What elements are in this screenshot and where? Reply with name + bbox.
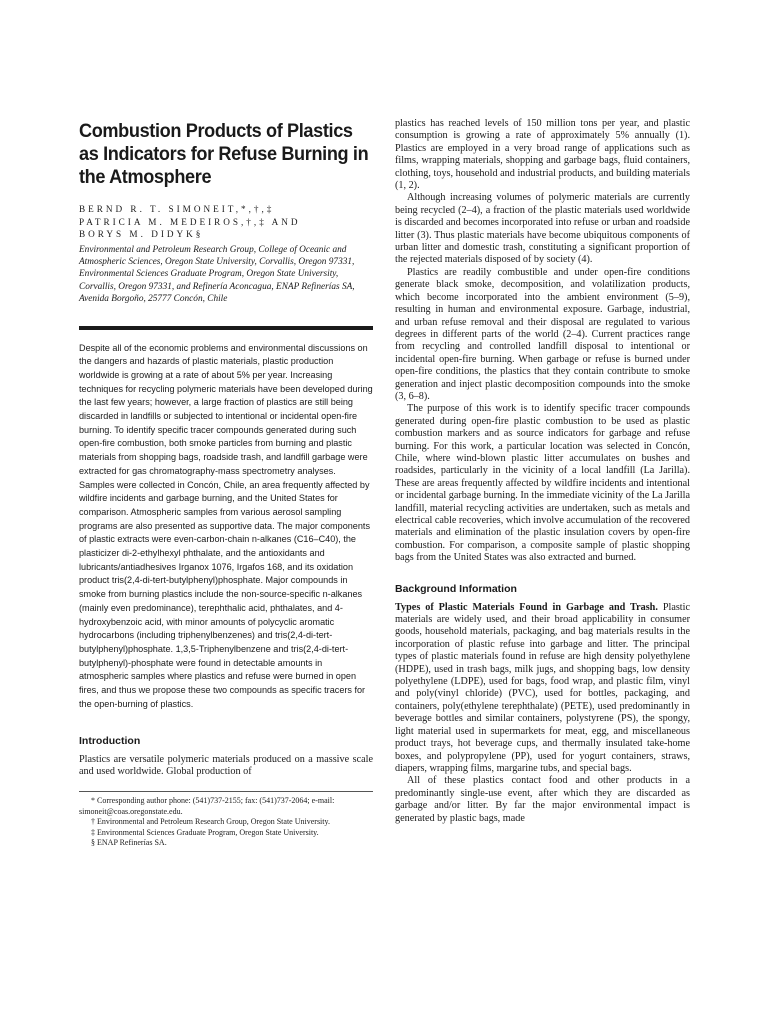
right-column (395, 118, 690, 825)
footnote-affiliation: † Environmental and Petroleum Research Group, Oregon State University. (91, 817, 330, 827)
abstract (79, 342, 373, 712)
abstract-divider (79, 326, 373, 330)
footnotes (79, 791, 373, 849)
introduction-paragraph: Although increasing volumes of polymeric materials are currently being recycled (2–4), a fraction of the plastic materials used worldwide is discarded and becomes incorporated into refuse or urban and roadside litter (3). Thus plastic materials have become ubiquitous components of urban litter and domestic trash, constituting a significant proportion of the rejected materials disposed of by society (4). (395, 192, 690, 266)
abstract-text: Despite all of the economic problems and environmental discussions on the dangers and hazards of plastic materials, plastic production worldwide is growing at a rate of about 5% per year. Increasing techniques for recycling polymeric materials have been developed during the last few years; however, a large fraction of plastics are still being discarded in landfills or subjected to intentional or incidental open-fire burning. To identify specific tracer compounds generated during such open-fire combustion, both smoke particles from burning and plastic materials from shopping bags, roadside trash, and landfill garbage were extracted for gas chromatography-mass spectrometry analyses. Samples were collected in Concón, Chile, an area frequently affected by wildfire incidents and garbage burning, and the United States for comparison. Atmospheric samples from various aerosol sampling programs are also presented as supportive data. The major components of plastic extracts were even-carbon-chain n-alkanes (C16–C40), the plasticizer di-2-ethylhexyl phthalate, and the antioxidants and lubricants/antiadhesives Irganox 1076, Irgafos 168, and its oxidation product tris(2,4-di-tert-butylphenyl)phosphate. Major compounds in smoke from burning plastics include the non-source-specific n-alkanes (mainly even predominance), terephthalic acid, phthalates, and 4-hydroxybenzoic acid, with minor amounts of polycyclic aromatic hydrocarbons (including triphenylbenzenes) and tris(2,4-di-tert-butylphenyl)phosphate. 1,3,5-Triphenylbenzene and tris(2,4-di-tert-butylphenyl)-phosphate were found in detectable amounts in atmospheric samples where plastics and refuse were burned in open fires, and thus we propose these two compounds as specific tracers for the open-burning of plastics. (79, 342, 373, 709)
footnote-affiliation: ‡ Environmental Sciences Graduate Program, Oregon State University. (91, 827, 319, 837)
author-line: PATRICIA M. MEDEIROS,†,‡ AND (79, 216, 301, 227)
introduction-paragraph: Plastics are readily combustible and under open-fire conditions generate black smoke, decomposition, and volatilization products, which become incorporated into the ambient environment (5–9), resulting in human and environmental exposure. Garbage, industrial, and urban refuse removal and their disposal are regulated to various degrees in different parts of the world (2–4). Current practices range from recycling and controlled landfill disposal to intentional or incidental open-fire burning. When garbage or refuse is burned under open-fire conditions, the plastics that they contain contribute to smoke generation and inject plastic decomposition compounds into the smoke (3, 6–8). (395, 266, 690, 402)
introduction-paragraph: The purpose of this work is to identify specific tracer compounds generated during open-fire plastic combustion to be used as plastic combustion markers and as source indicators for garbage and refuse burning. For this work, a particular location was selected in Concón, Chile, where wind-blown plastic litter accumulates on bushes and roadsides, particularly in the vicinity of a local landfill (La Jarilla). These are areas frequently affected by wildfire incidents and intentional or incidental garbage burning. In the immediate vicinity of the La Jarilla landfill, material recycling activities are undertaken, such as metals and electrical cable recoveries, which involve accumulation of the recovered materials and elimination of the plastic insulation covers by open-fire combustion. For comparison, a composite sample of plastic shopping bags from the United States was also extracted and burned. (395, 403, 691, 564)
author-list (79, 203, 373, 241)
background-subheading: Types of Plastic Materials Found in Garbage and Trash. (395, 601, 658, 613)
background-heading: Background Information (395, 582, 517, 595)
background-paragraph: All of these plastics contact food and other products in a predominantly single-use event, after which they are discarded as garbage and/or litter. By far the major environmental impact is generated by plastic bags, made (395, 775, 690, 824)
footnote-corresponding-author: * Corresponding author phone: (541)737-2155; fax: (541)737-2064; e-mail: simoneit@coas.oregonstate.edu. (79, 796, 335, 816)
author-affiliation: Environmental and Petroleum Research Group, College of Oceanic and Atmospheric Sciences, Oregon State University, Corvallis, Oregon 97331, Environmental Sciences Graduate Program, Oregon State University, Corvallis, Oregon 97331, and Refinería Aconcagua, ENAP Refinerías SA, Avenida Borgoño, 25777 Concón, Chile (79, 244, 355, 305)
footnote-affiliation: § ENAP Refinerías SA. (91, 838, 167, 848)
background-paragraph-text: Plastic materials are widely used, and their broad applicability in consumer goods, household materials, packaging, and bag materials results in the incorporation of plastic refuse into garbage and litter. The principal types of plastic materials found in refuse are high density polyethylene (HDPE), used in trash bags, milk jugs, and shopping bags, low density polyethylene (LDPE), used for bags, food wrap, and plastic film, vinyl and poly(vinyl chloride) (PVC), used for bottles, packaging, and containers, poly(ethylene terephthalate) (PETE), used predominantly in beverage bottles and similar containers, polystyrene (PS), the spongy, light material used in supermarkets for meat, egg, and miscellaneous product trays, hot beverage cups, and thermally insulated take-home boxes, and polypropylene (PP), used for yogurt containers, straws, diapers, wrapping films, margarine tubs, and special bags. (395, 601, 690, 774)
author-line: BORYS M. DIDYK§ (79, 229, 204, 239)
article-title: Combustion Products of Plastics as Indicators for Refuse Burning in the Atmosphere (79, 120, 369, 188)
introduction-text: Plastics are versatile polymeric materials produced on a massive scale and used worldwide. Global production of (79, 753, 373, 777)
left-column (79, 118, 373, 849)
author-line: BERND R. T. SIMONEIT,*,†,‡ (79, 204, 275, 214)
background-paragraph (395, 602, 690, 776)
introduction-paragraph: plastics has reached levels of 150 million tons per year, and plastic consumption is growing a rate of approximately 5% annually (1). Plastics are employed in a very broad range of applications such as films, wrapping materials, shopping and garbage bags, fluid containers, clothing, toys, household and industrial products, and building materials (1, 2). (395, 118, 690, 192)
introduction-heading: Introduction (79, 734, 141, 747)
